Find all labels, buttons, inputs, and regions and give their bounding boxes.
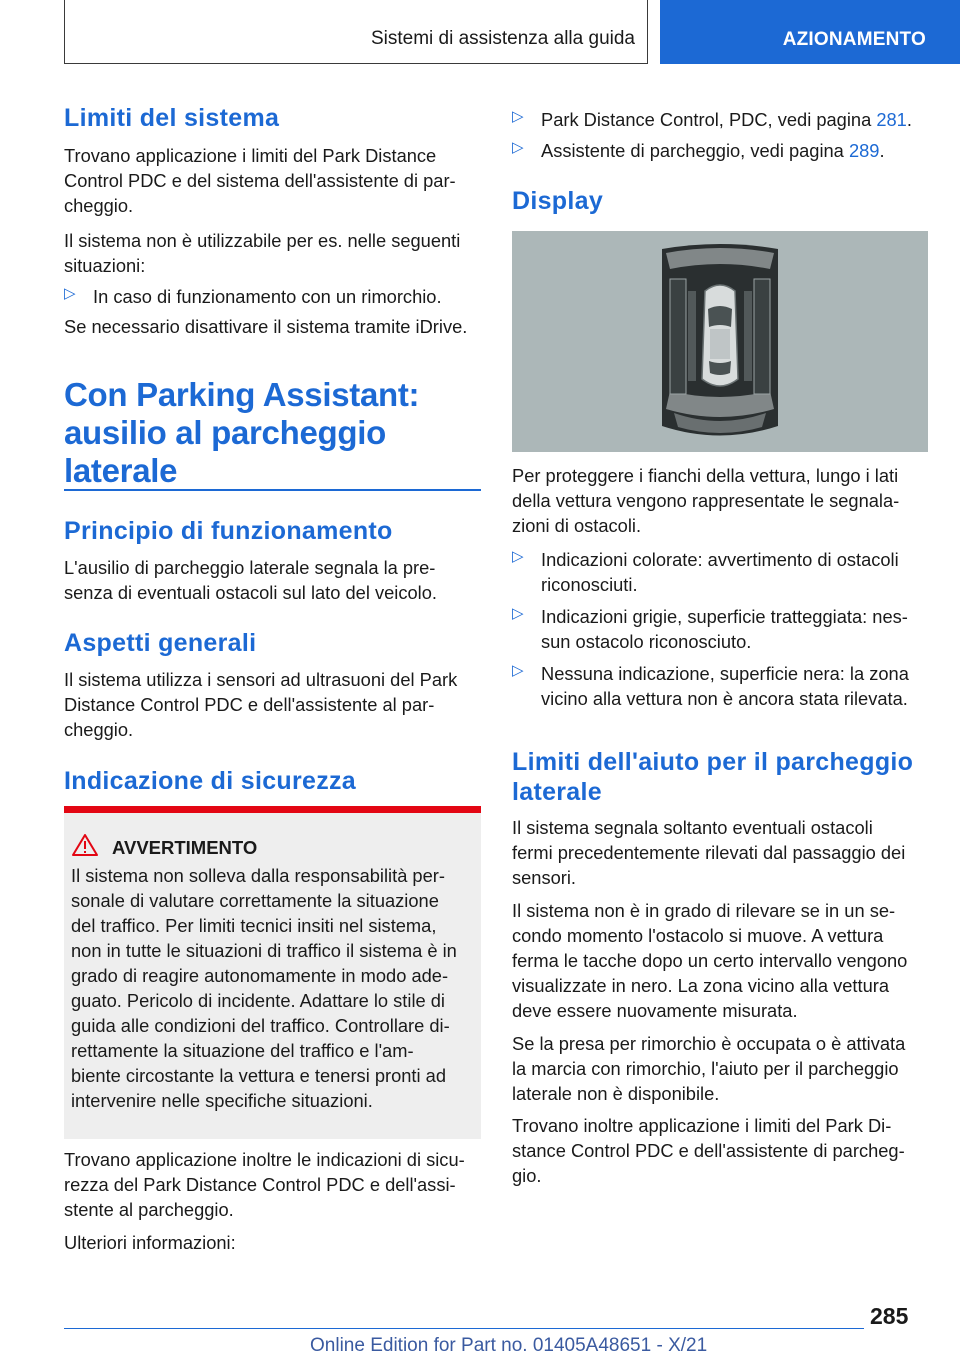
principle-paragraph: L'ausilio di parcheggio laterale segnala la pre‐ senza di eventuali ostacoli sul lato del veicolo.	[64, 557, 437, 603]
triangle-bullet-icon: ▷	[512, 605, 524, 622]
list-item: ▷ Nessuna indicazione, superficie nera: la zona vicino alla vettura non è ancora stata rilevata.	[512, 662, 909, 709]
chapter-tab[interactable]	[660, 0, 960, 64]
triangle-bullet-icon: ▷	[512, 548, 524, 565]
warning-text: Il sistema non solleva dalla responsabilità per‐ sonale di valutare correttamente la situazione del traffico. Per limiti tecnici insiti nel sistema, non in tutte le situazioni di traffico il sistema è in grado di reagire autonomamente in modo ade‐ guato. Pericolo di incidente. Adattare lo stile di guida alle condizioni del traffico. Controllare di‐ rettamente la situazione del traffico e l'am‐ biente circostante la vettura e tenersi pronti ad intervenire nelle specifiche situazioni.	[71, 865, 457, 1111]
page-number: 285	[870, 1303, 909, 1329]
triangle-bullet-icon: ▷	[512, 139, 524, 156]
edition-text: Online Edition for Part no. 01405A48651 - X/21	[310, 1335, 708, 1356]
limits2-paragraph-1: Il sistema segnala soltanto eventuali ostacoli fermi precedentemente rilevati dal passaggio dei sensori.	[512, 817, 906, 888]
limits-paragraph-1: Trovano applicazione i limiti del Park Distance Control PDC e del sistema dell'assistente di par‐ cheggio.	[64, 145, 456, 216]
limits2-paragraph-3: Se la presa per rimorchio è occupata o è attivata la marcia con rimorchio, l'aiuto per il parcheggio laterale non è disponibile.	[512, 1033, 906, 1104]
limits2-paragraph-2: Il sistema non è in grado di rilevare se in un se‐ condo momento l'ostacolo si muove. A vettura ferma le tacche dopo un certo intervallo vengono visualizzate in nero. La zona vicino alla vettura deve essere nuovamente misurata.	[512, 900, 908, 1021]
list-item: ▷ In caso di funzionamento con un rimorchio.	[64, 285, 442, 307]
general-heading: Aspetti generali	[64, 629, 257, 657]
heading-rule	[64, 489, 481, 491]
limits-heading: Limiti del sistema	[64, 104, 280, 132]
header-frame	[64, 0, 648, 64]
list-item: ▷ Indicazioni colorate: avvertimento di ostacoli riconosciuti.	[512, 548, 899, 595]
limits-paragraph-3: Se necessario disattivare il sistema tramite iDrive.	[64, 316, 468, 337]
more-info-label: Ulteriori informazioni:	[64, 1232, 236, 1253]
warning-triangle-icon	[71, 833, 99, 857]
footer-rule	[64, 1328, 864, 1329]
principle-heading: Principio di funzionamento	[64, 517, 393, 545]
page-link-289[interactable]: 289	[848, 140, 880, 161]
limits-paragraph-2: Il sistema non è utilizzabile per es. nelle seguenti situazioni:	[64, 230, 461, 276]
page-link-281[interactable]: 281	[876, 109, 907, 130]
parking-display-image	[512, 231, 928, 452]
warning-bar	[64, 806, 481, 813]
section-title: Sistemi di assistenza alla guida	[370, 28, 635, 49]
limits2-heading: Limiti dell'aiuto per il parcheggio laterale	[512, 748, 914, 806]
list-item: ▷ Park Distance Control, PDC, vedi pagina 281.	[512, 108, 912, 130]
display-heading: Display	[512, 187, 604, 215]
safety-heading: Indicazione di sicurezza	[64, 767, 357, 795]
warning-box	[64, 806, 481, 1139]
main-heading: Con Parking Assistant: ausilio al parcheggio laterale	[64, 376, 420, 489]
triangle-bullet-icon: ▷	[512, 108, 524, 125]
general-paragraph: Il sistema utilizza i sensori ad ultrasuoni del Park Distance Control PDC e dell'assistente al par‐ cheggio.	[64, 669, 458, 740]
warning-title: AVVERTIMENTO	[112, 837, 258, 858]
list-item: ▷ Assistente di parcheggio, vedi pagina 289.	[512, 139, 885, 161]
chapter-tab-label: AZIONAMENTO	[782, 29, 926, 50]
triangle-bullet-icon: ▷	[512, 662, 524, 679]
display-paragraph: Per proteggere i fianchi della vettura, lungo i lati della vettura vengono rappresentate le segnala‐ zioni di ostacoli.	[512, 465, 900, 536]
limits2-paragraph-4: Trovano inoltre applicazione i limiti del Park Di‐ stance Control PDC e dell'assistente di parcheg‐ gio.	[512, 1115, 905, 1186]
triangle-bullet-icon: ▷	[64, 285, 76, 302]
after-warning-paragraph: Trovano applicazione inoltre le indicazioni di sicu‐ rezza del Park Distance Control PDC e dell'assi‐ stente al parcheggio.	[64, 1149, 465, 1220]
list-item: ▷ Indicazioni grigie, superficie tratteggiata: nes‐ sun ostacolo riconosciuto.	[512, 605, 908, 652]
